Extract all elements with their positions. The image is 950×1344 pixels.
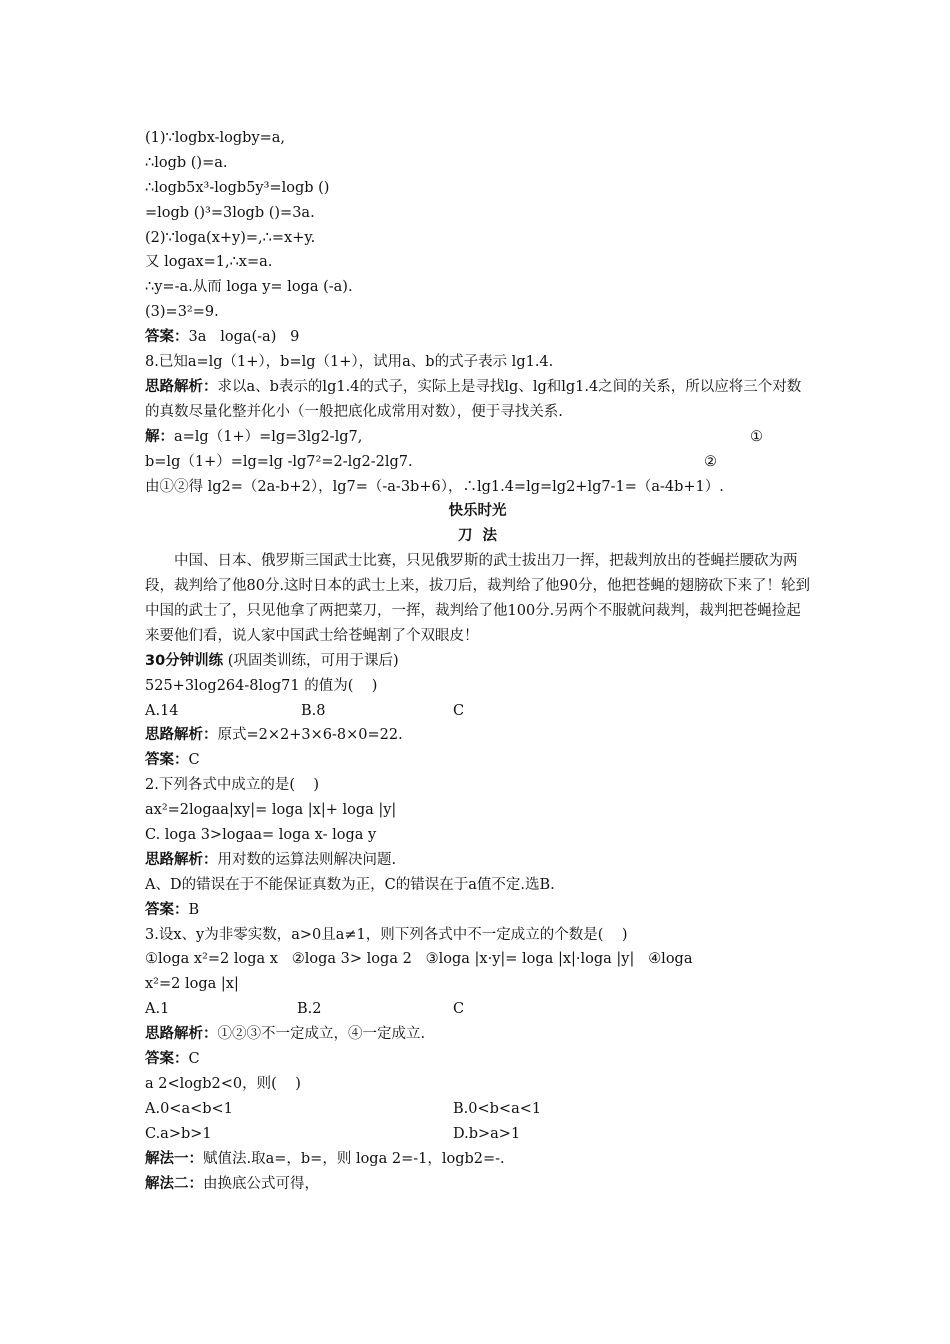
analysis-label: 思路解析：: [145, 851, 218, 868]
answer-label: 答案：: [145, 901, 189, 918]
question-8: 8.已知a=lg（1+），b=lg（1+），试用a、b的式子表示 lg1.4.: [145, 354, 554, 371]
method-2-line: [145, 1172, 810, 1197]
analysis-text: 求以a、b表示的lg1.4的式子，实际上是寻找lg、lg和lg1.4之间的关系，所以应将三个对数的真数尽量化整并化小（一般把底化成常用对数），便于寻找关系.: [145, 378, 802, 420]
question-4-options-row-1: [145, 1097, 810, 1122]
option-b: B.8: [301, 702, 326, 719]
text-line: ∴logb5x³-logb5y³=logb (): [145, 179, 330, 196]
story-heading: 快乐时光: [448, 503, 507, 520]
option-d: D.b>a>1: [453, 1125, 521, 1142]
method-2-text: 由换底公式可得，: [203, 1175, 319, 1192]
option-a: A.14: [145, 702, 179, 719]
option-b: B.0<b<a<1: [453, 1100, 542, 1117]
practice-heading-line: [145, 649, 810, 674]
answer-line: [145, 325, 810, 350]
analysis-text: 用对数的运算法则解决问题.: [217, 851, 397, 868]
solution-line-2: [145, 450, 810, 475]
answer-line: [145, 748, 810, 773]
text-line: =logb ()³=3logb ()=3a.: [145, 204, 315, 221]
solution-line-1: [145, 425, 810, 450]
analysis-text: ①②③不一定成立，④一定成立.: [217, 1026, 426, 1043]
answer-label: 答案：: [145, 752, 189, 769]
question-2-options-line-1: ax²=2logaa|xy|= loga |x|+ loga |y|: [145, 802, 397, 819]
solution-text: a=lg（1+）=lg=3lg2-lg7,: [174, 428, 363, 445]
answer-text: B: [188, 901, 200, 918]
analysis-note: A、D的错误在于不能保证真数为正，C的错误在于a值不定.选B.: [145, 876, 555, 893]
text-line: ∴logb ()=a.: [145, 154, 228, 171]
document-page: [145, 126, 810, 1196]
story-paragraph: 中国、日本、俄罗斯三国武士比赛，只见俄罗斯的武士拔出刀一挥，把裁判放出的苍蝇拦腰砍为两段，裁判给了他80分.这时日本的武士上来，拔刀后，裁判给了他90分，他把苍蝇的翅膀砍下来了！轮到中国的武士了，只见他拿了两把菜刀，一挥，裁判给了他100分.另两个不服就问裁判，裁判把苍蝇捡起来要他们看，说人家中国武士给苍蝇割了个双眼皮！: [145, 553, 811, 644]
equation-mark-2: ②: [704, 453, 717, 470]
analysis-label: 思路解析：: [145, 378, 218, 395]
option-c: C.a>b>1: [145, 1125, 212, 1142]
analysis-label: 思路解析：: [145, 727, 218, 744]
method-1-line: [145, 1147, 810, 1172]
question-3: 3.设x、y为非零实数，a>0且a≠1，则下列各式中不一定成立的个数是( ): [145, 926, 628, 943]
solution-label: 解：: [145, 428, 174, 445]
text-line: (3)=3²=9.: [145, 304, 219, 321]
analysis-paragraph: [145, 375, 810, 425]
option-a: A.1: [145, 1001, 170, 1018]
analysis-line: [145, 848, 810, 873]
question-2: 2.下列各式中成立的是( ): [145, 777, 320, 794]
answer-label: 答案：: [145, 1051, 189, 1068]
question-3-statements-line-1: ①loga x²=2 loga x ②loga 3> loga 2 ③loga |x·y|= loga |x|·loga |y| ④loga: [145, 951, 693, 968]
solution-text: b=lg（1+）=lg=lg -lg7²=2-lg2-2lg7.: [145, 453, 413, 470]
option-a: A.0<a<b<1: [145, 1100, 233, 1117]
question-4-options-row-2: [145, 1122, 810, 1147]
question-2-options-line-2: C. loga 3>logaa= loga x- loga y: [145, 827, 377, 844]
method-2-label: 解法二：: [145, 1175, 203, 1192]
question-1: 525+3log264-8log71 的值为( ): [145, 677, 378, 694]
analysis-line: [145, 1022, 810, 1047]
option-c: C: [453, 702, 465, 719]
answer-line: [145, 1047, 810, 1072]
question-1-options: [145, 699, 810, 724]
text-line: ∴y=-a.从而 loga y= loga (-a).: [145, 279, 353, 296]
option-b: B.2: [297, 1001, 322, 1018]
analysis-text: 原式=2×2+3×6-8×0=22.: [217, 727, 403, 744]
method-1-label: 解法一：: [145, 1150, 203, 1167]
analysis-label: 思路解析：: [145, 1026, 218, 1043]
text-line: (1)∵logbx-logby=a,: [145, 130, 286, 146]
practice-heading-note: (巩固类训练，可用于课后): [227, 652, 399, 669]
practice-heading: 30分钟训练: [145, 652, 224, 669]
solution-line-3: 由①②得 lg2=（2a-b+2），lg7=（-a-3b+6），∴lg1.4=lg=lg2+lg7-1=（a-4b+1）.: [145, 478, 724, 495]
question-3-options: [145, 997, 810, 1022]
story-title: 刀 法: [457, 528, 498, 545]
answer-line: [145, 898, 810, 923]
answer-text: 3a loga(-a) 9: [188, 329, 300, 346]
text-line: (2)∵loga(x+y)=,∴=x+y.: [145, 229, 316, 246]
method-1-text: 赋值法.取a=，b=，则 loga 2=-1，logb2=-.: [203, 1150, 505, 1167]
answer-text: C: [188, 752, 200, 769]
answer-text: C: [188, 1051, 200, 1068]
option-c: C: [453, 1001, 465, 1018]
question-4: a 2<logb2<0，则( ): [145, 1075, 301, 1092]
analysis-line: [145, 723, 810, 748]
answer-label: 答案：: [145, 329, 189, 346]
question-3-statements-line-2: x²=2 loga |x|: [145, 976, 239, 993]
text-line: 又 logax=1,∴x=a.: [145, 254, 273, 271]
equation-mark-1: ①: [750, 428, 763, 445]
